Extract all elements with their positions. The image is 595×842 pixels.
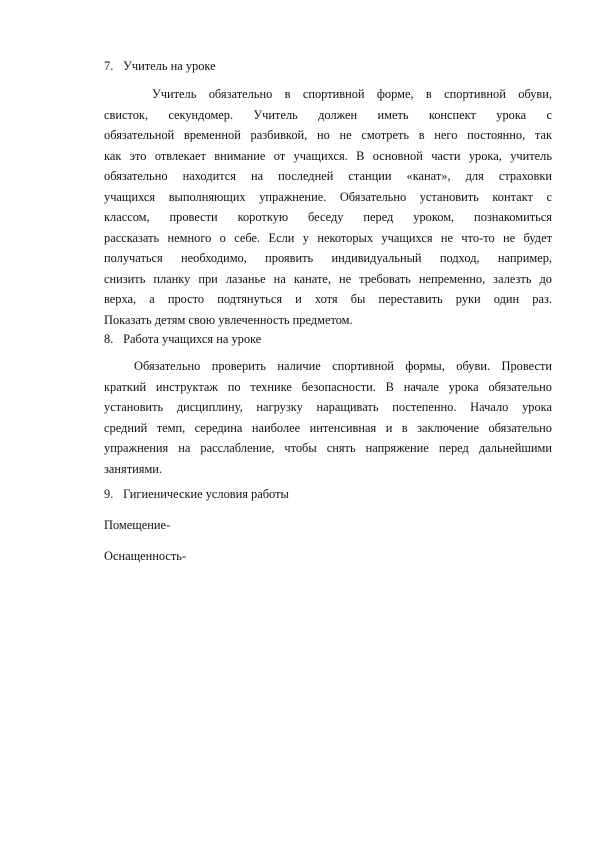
equipment-label: Оснащенность- [104, 549, 187, 563]
section-7-line: Учитель обязательно в спортивной форме, в спортивной обуви, [152, 87, 552, 101]
section-7-line: обязательно находится на последней станции «канат», для страховки [104, 169, 552, 183]
room-label: Помещение- [104, 518, 171, 532]
section-7-line: рассказать немного о себе. Если у некоторых учащихся не что-то не будет [104, 230, 552, 245]
section-8-heading [104, 331, 261, 347]
section-7-line: как это отвлекает внимание от учащихся. В основной части урока, учитель [104, 148, 552, 163]
section-7-body [104, 84, 552, 330]
section-7-heading [104, 58, 216, 74]
section-7-line: обязательной временной разбивкой, но не смотреть в него постоянно, так [104, 128, 552, 142]
section-7-line: получаться необходимо, проявить индивидуальный подход, например, [104, 251, 552, 265]
section-7-line: снизить планку при лазанье на канате, не требовать непременно, залезть до [104, 271, 552, 286]
section-9-number: 9. [104, 487, 114, 501]
section-8-line: Обязательно проверить наличие спортивной формы, обуви. Провести [134, 359, 552, 373]
section-8-line: краткий инструктаж по технике безопасности. В начале урока обязательно [104, 379, 552, 394]
section-8-line: занятиями. [104, 461, 163, 476]
section-7-line: Показать детям свою увлеченность предметом. [104, 312, 353, 327]
section-7-line: учащихся выполняющих упражнение. Обязательно установить контакт с [104, 189, 552, 204]
section-9-title: Гигиенические условия работы [123, 487, 289, 501]
section-7-line: классом, провести короткую беседу перед уроком, познакомиться [104, 210, 552, 224]
section-7-number: 7. [104, 59, 114, 73]
section-7-line: свисток, секундомер. Учитель должен иметь конспект урока с [104, 107, 552, 122]
section-8-number: 8. [104, 332, 114, 346]
section-9-heading [104, 486, 289, 502]
section-8-line: установить дисциплину, нагрузку наращивать постепенно. Начало урока [104, 400, 552, 414]
section-8-title: Работа учащихся на уроке [123, 332, 262, 346]
section-8-line: средний темп, середина наиболее интенсивная и в заключение обязательно [104, 420, 552, 435]
section-7-title: Учитель на уроке [123, 59, 216, 73]
section-7-line: верха, а просто подтянуться и хотя бы переставить руки один раз. [104, 292, 552, 306]
section-8-line: упражнения на расслабление, чтобы снять напряжение перед дальнейшими [104, 441, 552, 455]
section-8-body [104, 356, 552, 479]
